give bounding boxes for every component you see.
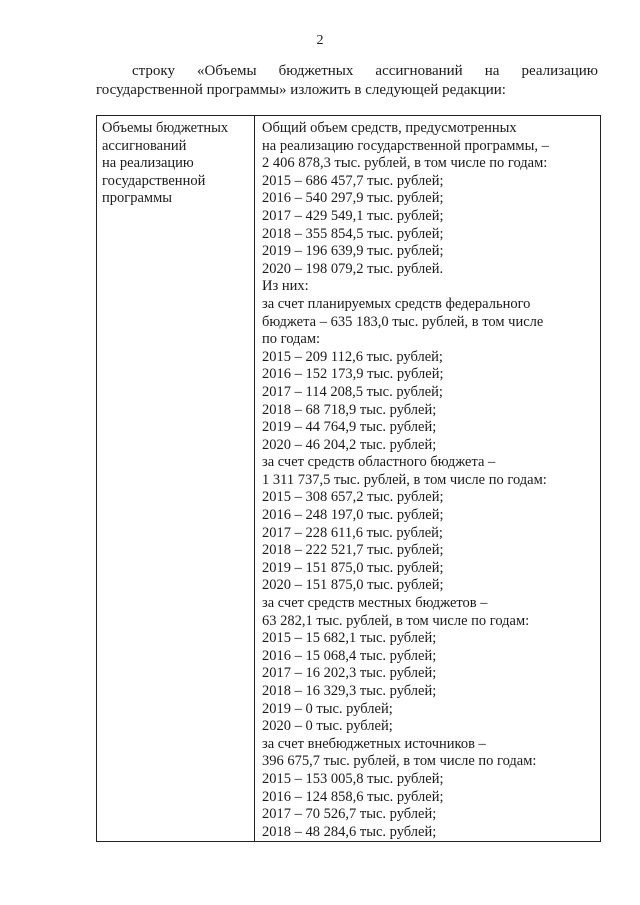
page-number: 2: [316, 33, 324, 48]
right-cell-line: 63 282,1 тыс. рублей, в том числе по годам:: [262, 612, 530, 629]
right-cell-line: 2018 – 222 521,7 тыс. рублей;: [262, 542, 444, 559]
intro-word: «Объемы: [197, 63, 257, 79]
right-cell-line: 2019 – 151 875,0 тыс. рублей;: [262, 559, 444, 576]
right-cell-line: за счет средств местных бюджетов –: [262, 595, 488, 612]
right-cell-line: 2020 – 151 875,0 тыс. рублей;: [262, 577, 444, 594]
left-cell: [97, 116, 255, 842]
right-cell-line: 2016 – 124 858,6 тыс. рублей;: [262, 788, 444, 805]
intro-paragraph: [96, 62, 598, 99]
right-cell-line: 2015 – 209 112,6 тыс. рублей;: [262, 348, 443, 365]
right-cell-line: 2016 – 15 068,4 тыс. рублей;: [262, 647, 437, 664]
left-cell-label: Объемы бюджетных ассигнований на реализацию государственной программы: [102, 120, 229, 207]
right-cell-line: 2017 – 16 202,3 тыс. рублей;: [262, 665, 437, 682]
right-cell-line: 2015 – 686 457,7 тыс. рублей;: [262, 172, 444, 189]
right-cell-line: 2018 – 68 718,9 тыс. рублей;: [262, 401, 437, 418]
right-cell-line: 2017 – 114 208,5 тыс. рублей;: [262, 383, 443, 400]
right-cell-line: 2020 – 46 204,2 тыс. рублей;: [262, 436, 437, 453]
right-cell-line: за счет средств областного бюджета –: [262, 454, 496, 471]
right-cell-line: 2019 – 0 тыс. рублей;: [262, 700, 393, 717]
right-cell: [255, 116, 601, 842]
right-cell-line: бюджета – 635 183,0 тыс. рублей, в том числе: [262, 313, 544, 330]
right-cell-line: за счет планируемых средств федерального: [262, 295, 531, 312]
right-cell-lines: [260, 120, 596, 841]
right-cell-line: 2020 – 198 079,2 тыс. рублей.: [262, 260, 444, 277]
intro-word: строку: [132, 63, 175, 79]
right-cell-line: 2015 – 153 005,8 тыс. рублей;: [262, 770, 444, 787]
intro-line-2: государственной программы» изложить в следующей редакции:: [96, 81, 506, 98]
intro-word: бюджетных: [278, 63, 354, 79]
right-cell-line: 2017 – 429 549,1 тыс. рублей;: [262, 207, 444, 224]
right-cell-line: 2018 – 16 329,3 тыс. рублей;: [262, 683, 437, 699]
right-cell-line: 2017 – 228 611,6 тыс. рублей;: [262, 524, 443, 541]
right-cell-line: 2016 – 152 173,9 тыс. рублей;: [262, 366, 444, 383]
intro-word: на: [484, 63, 500, 79]
right-cell-line: 2020 – 0 тыс. рублей;: [262, 718, 393, 735]
right-cell-line: Из них:: [262, 278, 309, 295]
right-cell-line: 2015 – 15 682,1 тыс. рублей;: [262, 630, 437, 647]
right-cell-line: 396 675,7 тыс. рублей, в том числе по годам:: [262, 753, 537, 770]
right-cell-line: 2016 – 248 197,0 тыс. рублей;: [262, 507, 444, 524]
right-cell-line: 2019 – 44 764,9 тыс. рублей;: [262, 419, 437, 436]
right-cell-line: на реализацию государственной программы, –: [262, 137, 549, 154]
right-cell-line: 2016 – 540 297,9 тыс. рублей;: [262, 190, 444, 207]
right-cell-line: 2 406 878,3 тыс. рублей, в том числе по годам:: [262, 155, 548, 172]
right-cell-line: 2019 – 196 639,9 тыс. рублей;: [262, 243, 444, 260]
intro-line-1: [96, 62, 598, 81]
right-cell-line: 2015 – 308 657,2 тыс. рублей;: [262, 489, 444, 506]
right-cell-line: 2017 – 70 526,7 тыс. рублей;: [262, 806, 437, 823]
right-cell-line: Общий объем средств, предусмотренных: [262, 120, 517, 136]
right-cell-line: 2018 – 48 284,6 тыс. рублей;: [262, 823, 437, 840]
intro-word: реализацию: [521, 63, 598, 79]
right-cell-line: 2018 – 355 854,5 тыс. рублей;: [262, 225, 444, 242]
table-row: [97, 116, 601, 842]
right-cell-line: по годам:: [262, 331, 321, 348]
intro-word: ассигнований: [375, 63, 463, 79]
budget-table: [96, 115, 601, 842]
right-cell-line: 1 311 737,5 тыс. рублей, в том числе по годам:: [262, 471, 547, 488]
right-cell-line: за счет внебюджетных источников –: [262, 735, 486, 752]
